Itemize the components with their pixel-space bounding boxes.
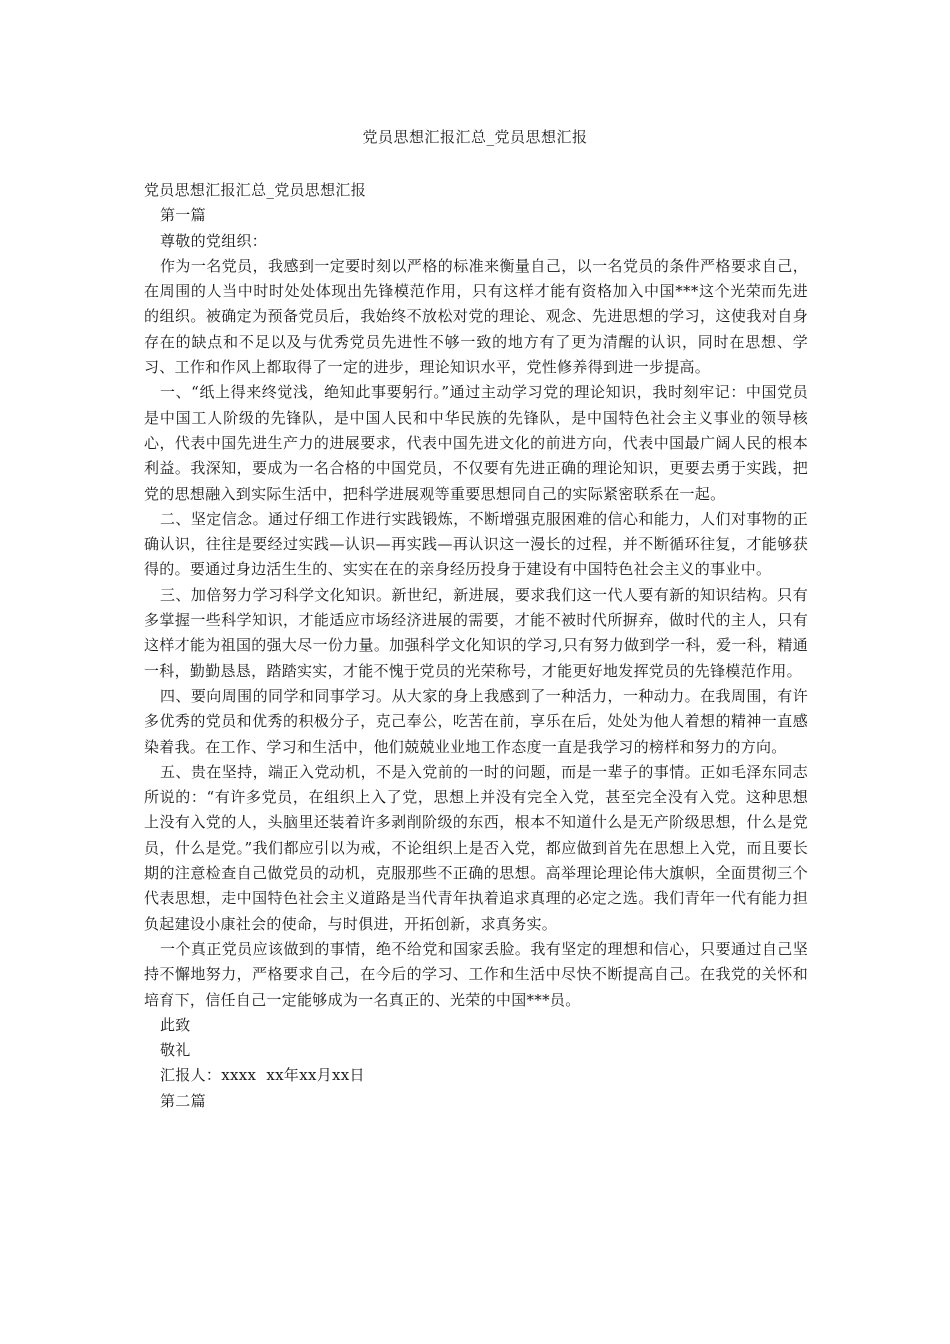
section-heading-one: 第一篇: [160, 206, 206, 225]
document-body: [144, 178, 808, 1114]
paragraph-point-4: 四、要向周围的同学和同事学习。从大家的身上我感到了一种活力，一种动力。在我周围，有许多优秀的党员和优秀的积极分子，克己奉公，吃苦在前，享乐在后，处处为他人着想的精神一直感染着我。在工作、学习和生活中，他们兢兢业业地工作态度一直是我学习的榜样和努力的方向。: [144, 686, 808, 756]
paragraph-point-5: 五、贵在坚持，端正入党动机，不是入党前的一时的问题，而是一辈子的事情。正如毛泽东同志所说的：“有许多党员，在组织上入了党，思想上并没有完全入党，甚至完全没有入党。这种思想上没有入党的人，头脑里还装着许多剥削阶级的东西，根本不知道什么是无产阶级思想，什么是党员，什么是党。”我们都应引以为戒，不论组织上是否入党，都应做到首先在思想上入党，而且要长期的注意检查自己做党员的动机，克服那些不正确的思想。高举理论理论伟大旗帜，全面贯彻三个代表思想，走中国特色社会主义道路是当代青年执着追求真理的必定之选。我们青年一代有能力担负起建设小康社会的使命，与时俱进，开拓创新，求真务实。: [144, 762, 808, 933]
paragraph-point-2: 二、坚定信念。通过仔细工作进行实践锻炼，不断增强克服困难的信心和能力，人们对事物的正确认识，往往是要经过实践—认识—再实践—再认识这一漫长的过程，并不断循环往复，才能够获得的。要通过身边活生生的、实实在在的亲身经历投身于建设有中国特色社会主义的事业中。: [144, 509, 808, 579]
paragraph-point-3: 三、加倍努力学习科学文化知识。新世纪，新进展，要求我们这一代人要有新的知识结构。只有多掌握一些科学知识，才能适应市场经济进展的需要，才能不被时代所摒弃，做时代的主人，只有这样才能为祖国的强大尽一份力量。加强科学文化知识的学习,只有努力做到学一科，爱一科，精通一科，勤勤恳恳，踏踏实实，才能不愧于党员的光荣称号，才能更好地发挥党员的先锋模范作用。: [144, 585, 808, 680]
paragraph-point-1: 一、“纸上得来终觉浅，绝知此事要躬行。”通过主动学习党的理论知识，我时刻牢记：中国党员是中国工人阶级的先锋队，是中国人民和中华民族的先锋队，是中国特色社会主义事业的领导核心，代表中国先进生产力的进展要求，代表中国先进文化的前进方向，代表中国最广阔人民的根本利益。我深知，要成为一名合格的中国党员，不仅要有先进正确的理论知识，更要去勇于实践，把党的思想融入到实际生活中，把科学进展观等重要思想同自己的实际紧密联系在一起。: [144, 383, 808, 503]
document-subtitle: 党员思想汇报汇总_党员思想汇报: [144, 181, 367, 199]
paragraph-conclusion: 一个真正党员应该做到的事情，绝不给党和国家丢脸。我有坚定的理想和信心，只要通过自己坚持不懈地努力，严格要求自己，在今后的学习、工作和生活中尽快不断提高自己。在我党的关怀和培育下，信任自己一定能够成为一名真正的、光荣的中国***员。: [144, 939, 808, 1009]
reporter-signature-line: 汇报人：xxxx xx年xx月xx日: [160, 1066, 365, 1085]
page-title: 党员思想汇报汇总_党员思想汇报: [362, 128, 588, 146]
greeting: 尊敬的党组织：: [160, 231, 268, 250]
closing-regards: 敬礼: [160, 1041, 191, 1060]
section-heading-two: 第二篇: [160, 1091, 206, 1110]
closing-salutation: 此致: [160, 1015, 191, 1034]
paragraph-intro: 作为一名党员，我感到一定要时刻以严格的标准来衡量自己，以一名党员的条件严格要求自己，在周围的人当中时时处处体现出先锋模范作用，只有这样才能有资格加入中国***这个光荣而先进的组织。被确定为预备党员后，我始终不放松对党的理论、观念、先进思想的学习，这使我对自身存在的缺点和不足以及与优秀党员先进性不够一致的地方有了更为清醒的认识，同时在思想、学习、工作和作风上都取得了一定的进步，理论知识水平，党性修养得到进一步提高。: [144, 256, 808, 377]
